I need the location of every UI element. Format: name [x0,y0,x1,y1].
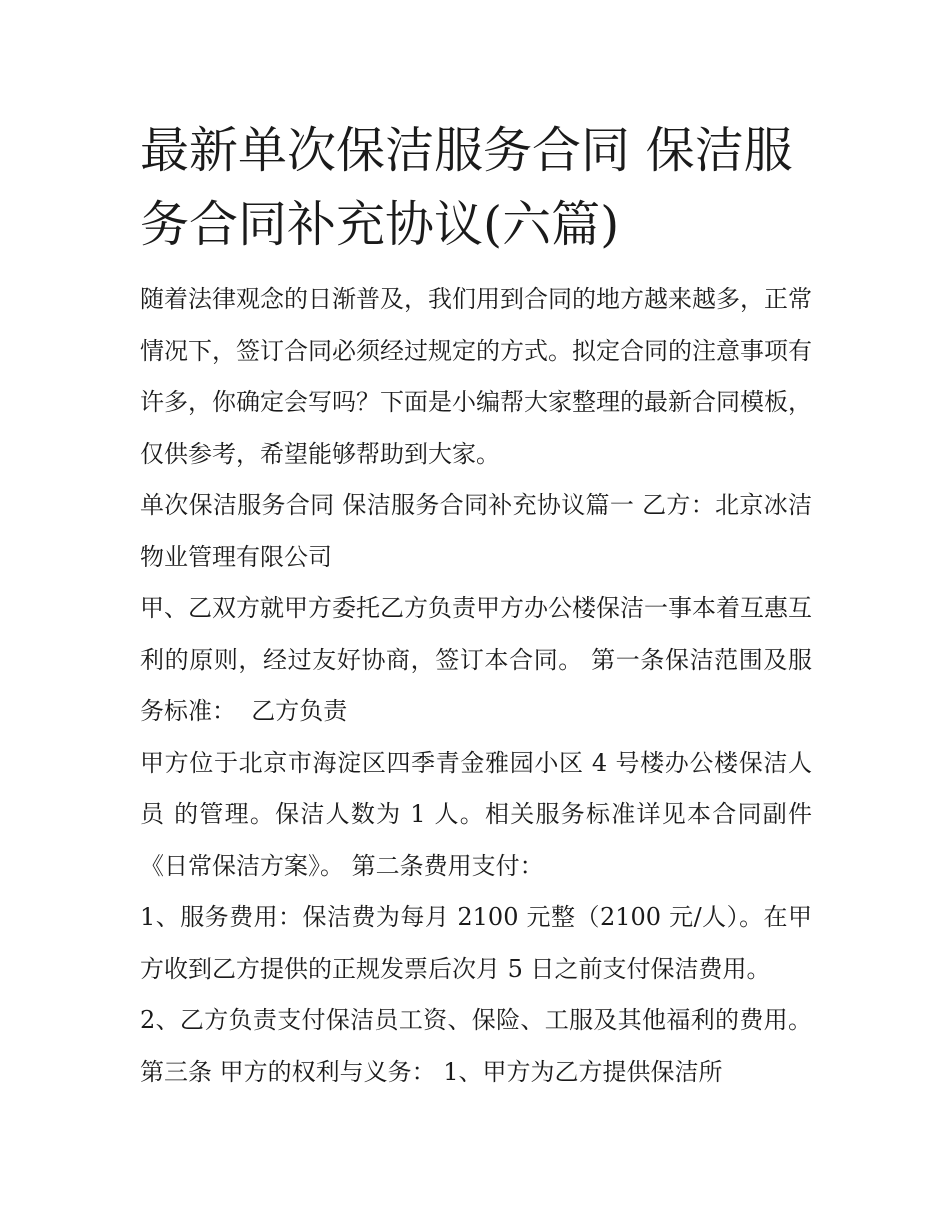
document-title: 最新单次保洁服务合同 保洁服务合同补充协议(六篇) [140,122,793,253]
paragraph-intro: 随着法律观念的日渐普及，我们用到合同的地方越来越多，正常情况下，签订合同必须经过规定的方式。拟定合同的注意事项有许多，你确定会写吗？下面是小编帮大家整理的最新合同模板，仅供参考，希望能够帮助到大家。 [140,285,812,468]
paragraph-agreement: 甲、乙双方就甲方委托乙方负责甲方办公楼保洁一事本着互惠互利的原则，经过友好协商，签订本合同。 第一条保洁范围及服务标准： 乙方负责 [140,594,812,725]
paragraph-fee: 1、服务费用：保洁费为每月 2100 元整（2100 元/人）。在甲方收到乙方提供的正规发票后次月 5 日之前支付保洁费用。 [140,903,812,983]
paragraph-contract-heading: 单次保洁服务合同 保洁服务合同补充协议篇一 乙方：北京冰洁物业管理有限公司 [140,491,812,571]
document-page [140,114,820,1098]
paragraph-scope: 甲方位于北京市海淀区四季青金雅园小区 4 号楼办公楼保洁人员 的管理。保洁人数为 1 人。相关服务标准详见本合同副件《日常保洁方案》。 第二条费用支付： [140,748,812,880]
paragraph-wages: 2、乙方负责支付保洁员工资、保险、工服及其他福利的费用。 第三条 甲方的权利与义务： 1、甲方为乙方提供保洁所 [140,1006,820,1086]
